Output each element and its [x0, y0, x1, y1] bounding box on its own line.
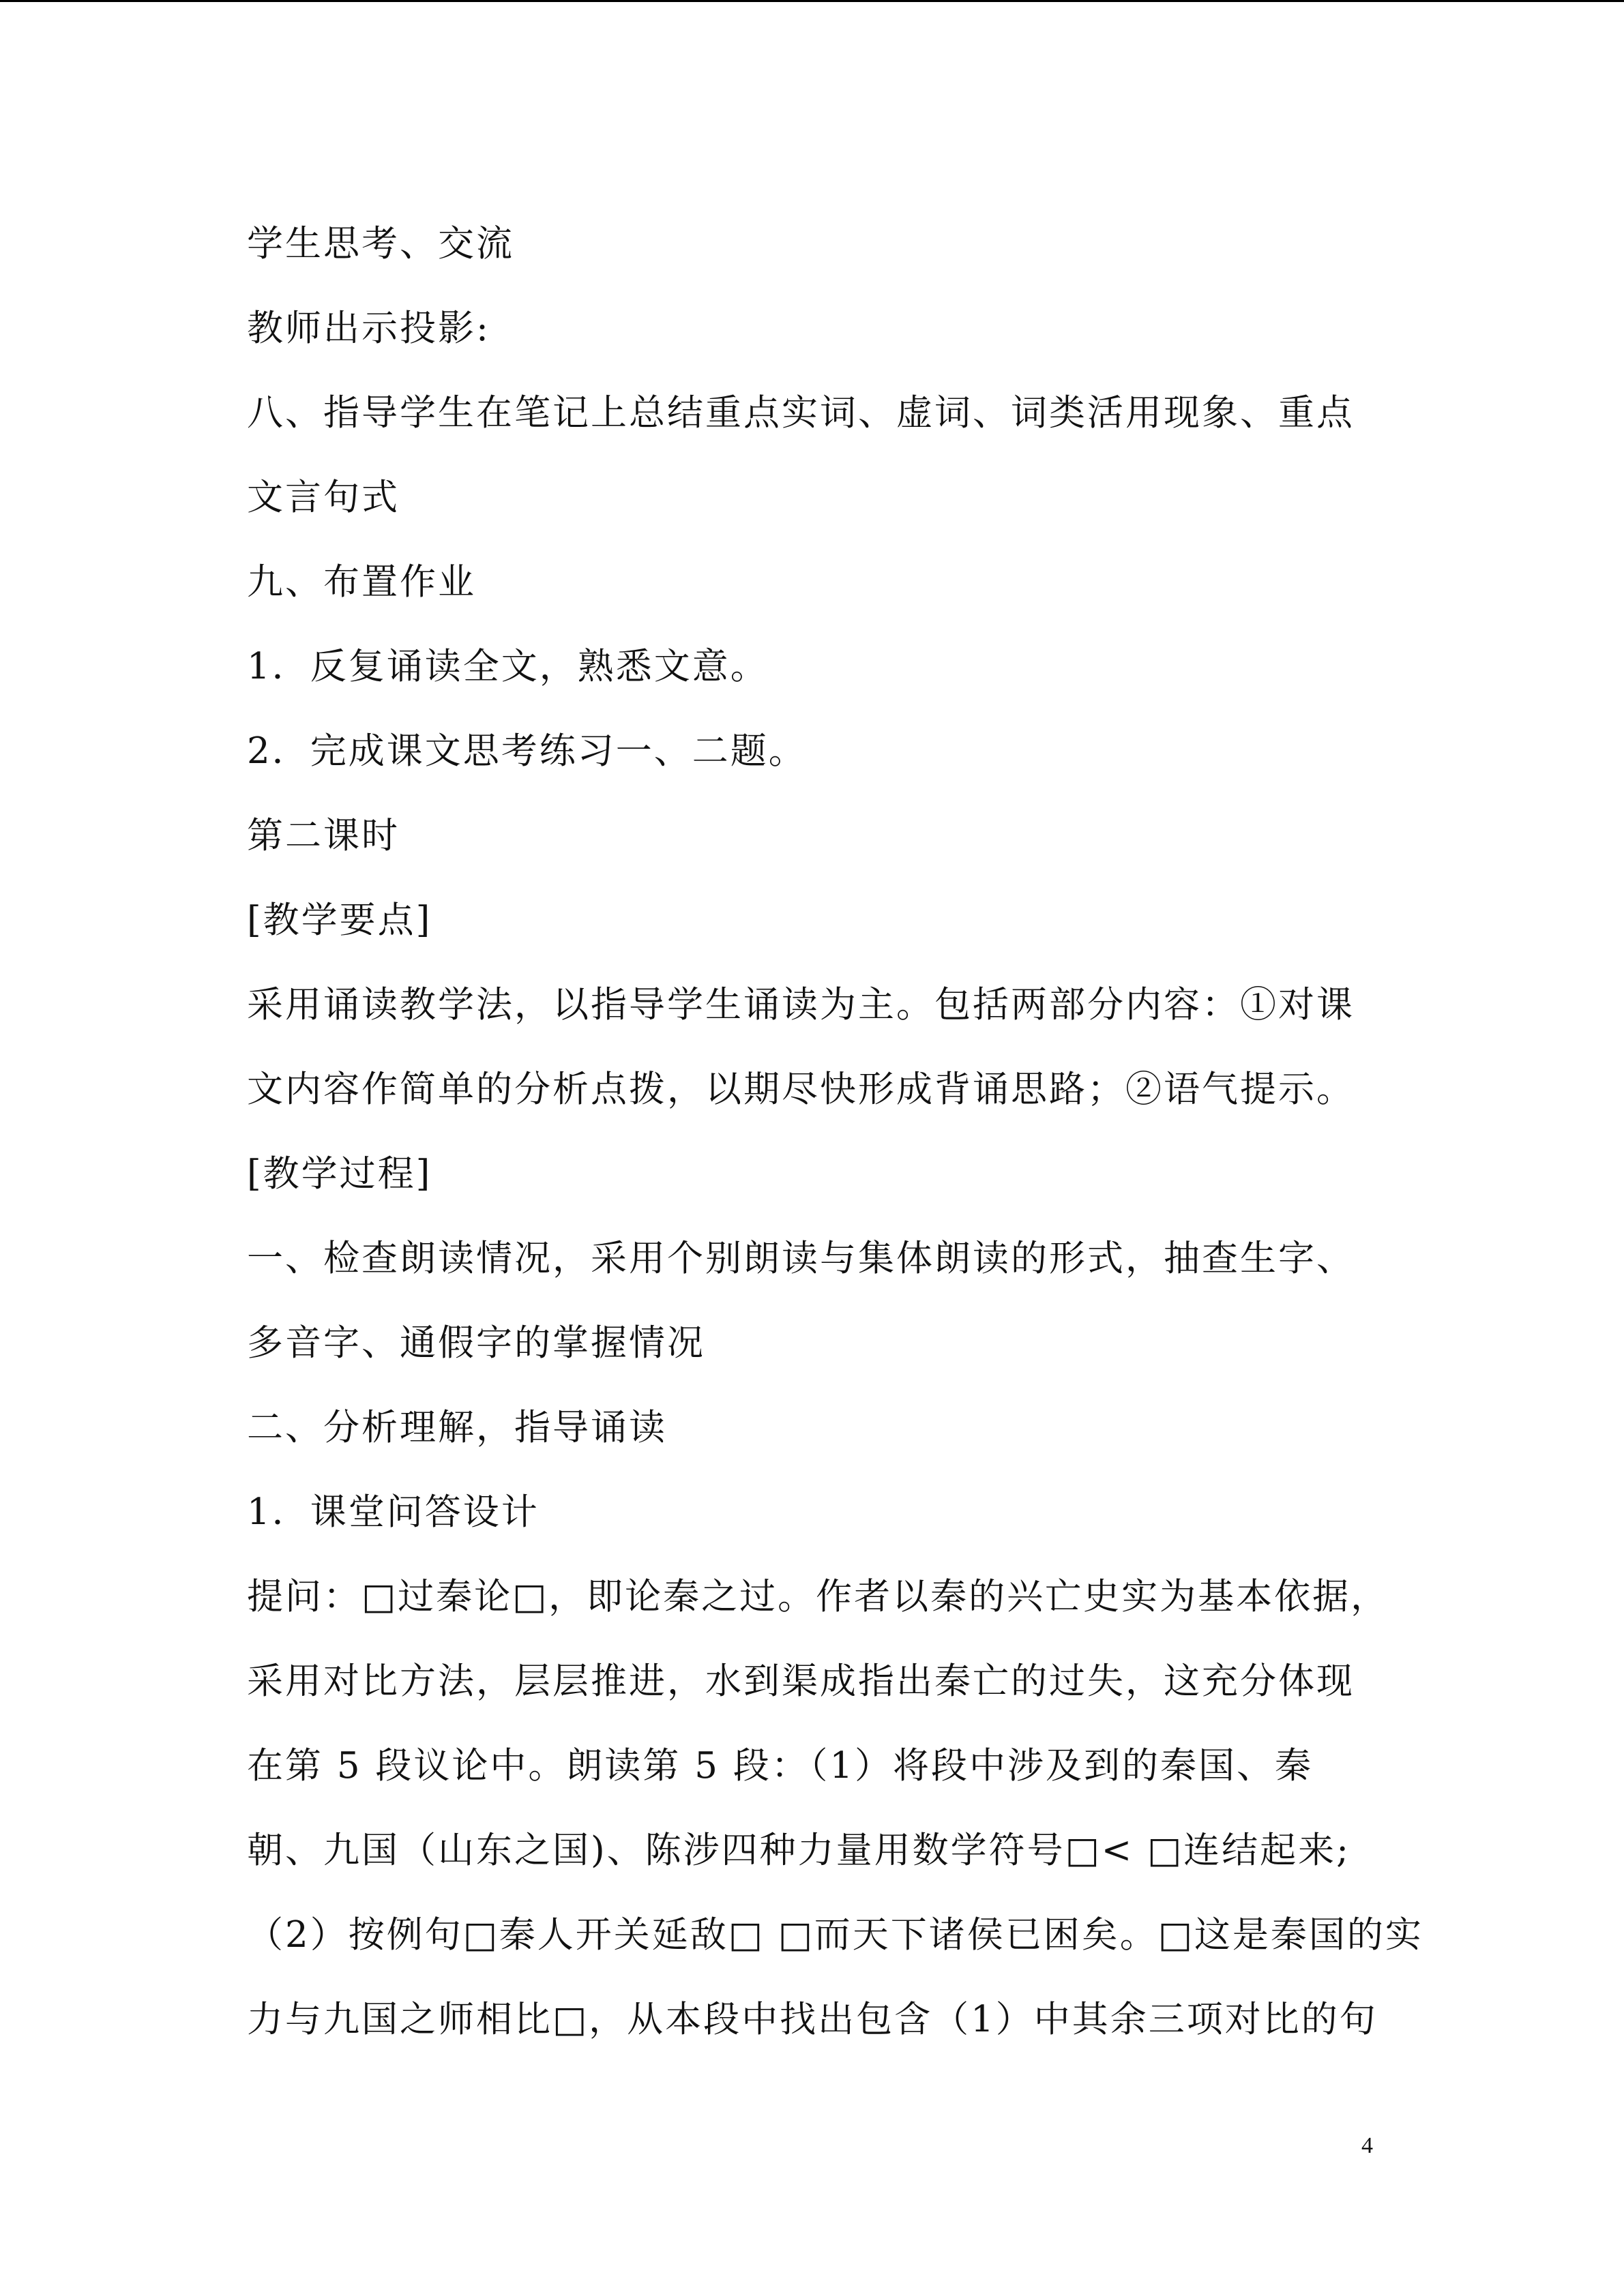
page-number: 4	[1361, 2133, 1373, 2158]
text-line: 教师出示投影:	[247, 308, 490, 349]
text-line: 学生思考、交流	[247, 223, 514, 265]
text-line: [教学要点]	[247, 899, 432, 941]
text-line: （2）按例句□秦人开关延敌□ □而天下诸侯已困矣。□这是秦国的实	[247, 1914, 1423, 1956]
text-line: 采用诵读教学法，以指导学生诵读为主。包括两部分内容：①对课	[247, 984, 1355, 1026]
text-line: [教学过程]	[247, 1153, 432, 1195]
text-line: 在第 5 段议论中。朗读第 5 段：（1）将段中涉及到的秦国、秦	[247, 1745, 1314, 1787]
text-line: 第二课时	[247, 815, 400, 856]
text-line: 朝、九国（山东之国)、陈涉四种力量用数学符号□< □连结起来;	[247, 1830, 1350, 1871]
text-line: 一、检查朗读情况，采用个别朗读与集体朗读的形式，抽查生字、	[247, 1238, 1355, 1279]
text-line: 1．课堂问答设计	[247, 1491, 540, 1533]
text-line: 文言句式	[247, 477, 400, 518]
text-line: 2．完成课文思考练习一、二题。	[247, 730, 807, 772]
top-border-line	[0, 0, 1624, 2]
text-line: 力与九国之师相比□，从本段中找出包含（1）中其余三项对比的句	[247, 1999, 1378, 2040]
text-line: 提问：□过秦论□，即论秦之过。作者以秦的兴亡史实为基本依据，	[247, 1576, 1389, 1617]
text-line: 采用对比方法，层层推进，水到渠成指出秦亡的过失，这充分体现	[247, 1660, 1355, 1702]
text-line: 九、布置作业	[247, 561, 476, 603]
document-body	[247, 202, 1423, 2062]
text-line: 文内容作简单的分析点拨，以期尽快形成背诵思路；②语气提示。	[247, 1069, 1355, 1110]
text-line: 1．反复诵读全文，熟悉文意。	[247, 646, 769, 687]
text-line: 二、分析理解，指导诵读	[247, 1407, 667, 1448]
text-line: 八、指导学生在笔记上总结重点实词、虚词、词类活用现象、重点	[247, 392, 1355, 434]
text-line: 多音字、通假字的掌握情况	[247, 1322, 705, 1364]
